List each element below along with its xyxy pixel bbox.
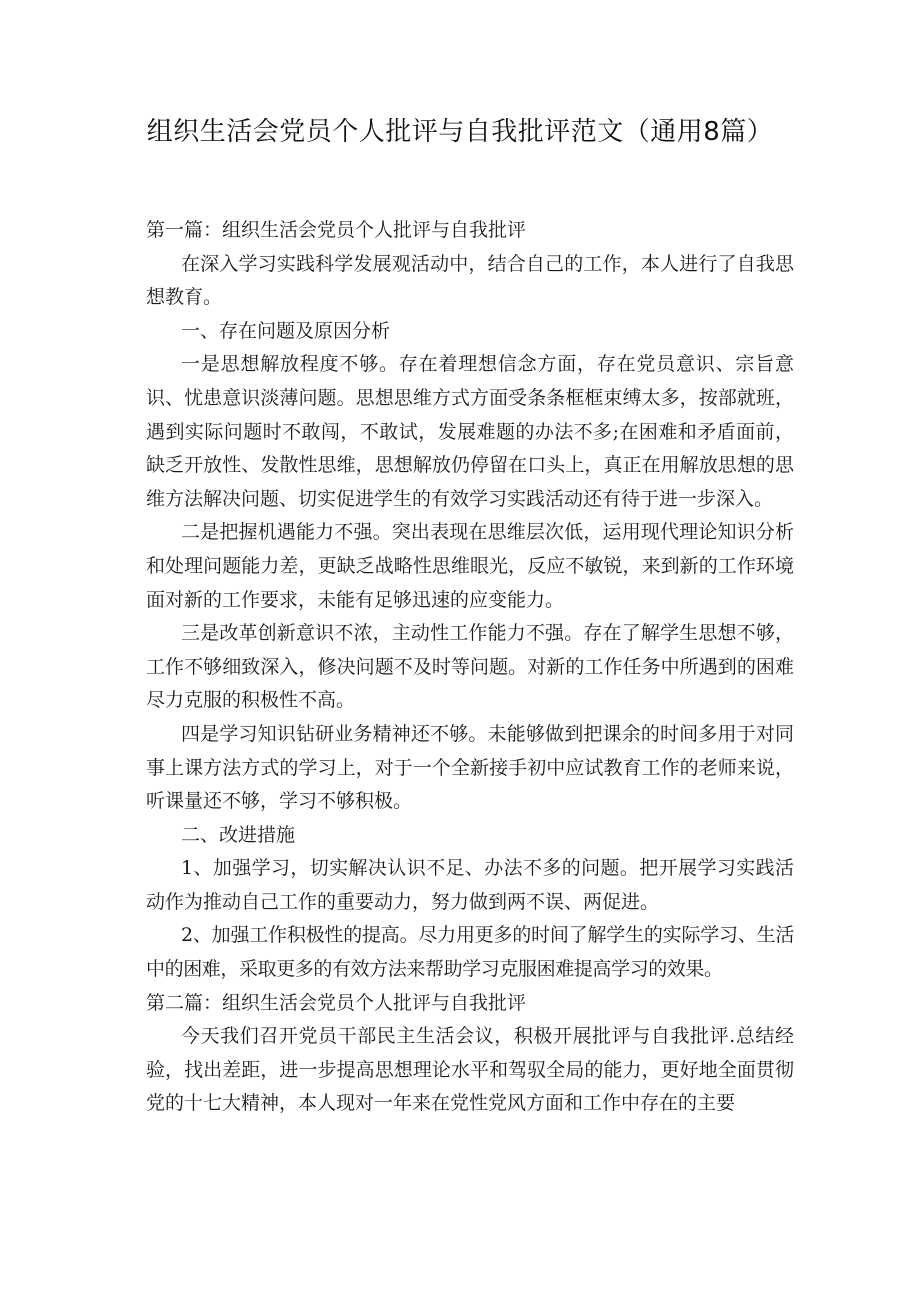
section-heading-problems: 一、存在问题及原因分析 [181, 319, 391, 342]
paragraph-measure-1: 1、加强学习，切实解决认识不足、办法不多的问题。把开展学习实践活动作为推动自己工作的重要动力，努力做到两不误、两促进。 [146, 857, 794, 913]
chapter-heading-1: 第一篇：组织生活会党员个人批评与自我批评 [146, 219, 527, 241]
chapter-heading-2: 第二篇：组织生活会党员个人批评与自我批评 [146, 991, 527, 1014]
document-body [146, 214, 794, 1121]
paragraph-problem-2: 二是把握机遇能力不强。突出表现在思维层次低，运用现代理论知识分析和处理问题能力差，更缺乏战略性思维眼光，反应不敏锐，来到新的工作环境面对新的工作要求，未能有足够迅速的应变能力。 [146, 521, 794, 611]
paragraph-problem-3: 三是改革创新意识不浓，主动性工作能力不强。存在了解学生思想不够，工作不够细致深入，修决问题不及时等问题。对新的工作任务中所遇到的困难尽力克服的积极性不高。 [146, 622, 794, 712]
paragraph-problem-1: 一是思想解放程度不够。存在着理想信念方面，存在党员意识、宗旨意识、忧患意识淡薄问题。思想思维方式方面受条条框框束缚太多，按部就班，遇到实际问题时不敢闯，不敢试，发展难题的办法不多;在困难和矛盾面前，缺乏开放性、发散性思维，思想解放仍停留在口头上，真正在用解放思想的思维方法解决问题、切实促进学生的有效学习实践活动还有待于进一步深入。 [146, 353, 794, 510]
intro-paragraph: 在深入学习实践科学发展观活动中，结合自己的工作，本人进行了自我思想教育。 [146, 252, 794, 309]
section-heading-measures: 二、改进措施 [181, 823, 296, 846]
paragraph-measure-2: 2、加强工作积极性的提高。尽力用更多的时间了解学生的实际学习、生活中的困难，采取更多的有效方法来帮助学习克服困难提高学习的效果。 [146, 924, 794, 981]
paragraph-chapter2-intro: 今天我们召开党员干部民主生活会议，积极开展批评与自我批评.总结经验，找出差距，进一步提高思想理论水平和驾驭全局的能力，更好地全面贯彻党的十七大精神，本人现对一年来在党性党风方面和工作中存在的主要 [146, 1025, 794, 1115]
paragraph-problem-4: 四是学习知识钻研业务精神还不够。未能够做到把课余的时间多用于对同事上课方法方式的学习上，对于一个全新接手初中应试教育工作的老师来说，听课量还不够，学习不够积极。 [146, 722, 794, 813]
document-title: 组织生活会党员个人批评与自我批评范文（通用8篇） [146, 117, 774, 147]
